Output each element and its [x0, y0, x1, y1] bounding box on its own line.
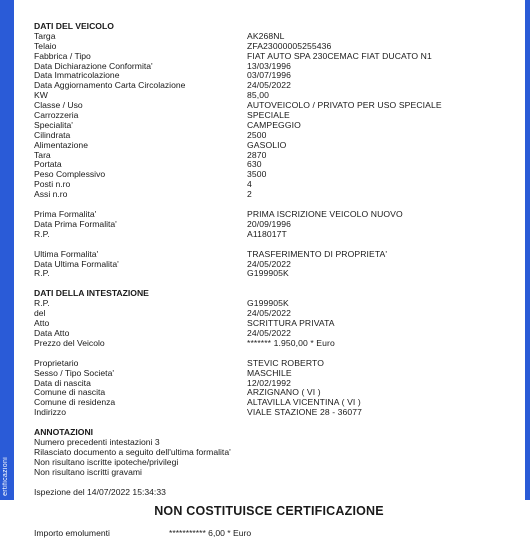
vehicle-rows — [34, 32, 504, 200]
field-value: TRASFERIMENTO DI PROPRIETA' — [247, 248, 388, 259]
field-label: Data di nascita — [34, 377, 91, 388]
field-label: Peso Complessivo — [34, 169, 106, 180]
first-formality-row — [34, 230, 504, 240]
inspection-date: Ispezione del 14/07/2022 15:34:33 — [34, 486, 166, 497]
field-label: Data Prima Formalita' — [34, 218, 117, 229]
note-line: Non risultano iscritte ipoteche/privilegi — [34, 456, 179, 467]
field-value: MASCHILE — [247, 367, 292, 378]
field-label: Posti n.ro — [34, 179, 71, 190]
field-label: Assi n.ro — [34, 189, 68, 200]
field-value: 85,00 — [247, 90, 270, 101]
registration-section-title: DATI DELLA INTESTAZIONE — [34, 288, 149, 299]
field-value: 20/09/1996 — [247, 218, 292, 229]
field-label: Targa — [34, 30, 56, 41]
field-value: 03/07/1996 — [247, 70, 292, 81]
vehicle-field-row — [34, 81, 504, 91]
fee-value: *********** 6,00 * Euro — [169, 528, 252, 539]
vehicle-field-row — [34, 170, 504, 180]
field-value: 12/02/1992 — [247, 377, 292, 388]
vehicle-record-document — [34, 22, 504, 539]
vehicle-field-row — [34, 151, 504, 161]
field-label: Sesso / Tipo Societa' — [34, 367, 114, 378]
field-label: Carrozzeria — [34, 110, 79, 121]
vehicle-field-row — [34, 190, 504, 200]
field-label: Data Aggiornamento Carta Circolazione — [34, 80, 186, 91]
field-value: ZFA23000005255436 — [247, 40, 332, 51]
field-value: FIAT AUTO SPA 230CEMAC FIAT DUCATO N1 — [247, 50, 432, 61]
owner-rows — [34, 359, 504, 418]
field-value: A118017T — [247, 228, 287, 239]
note-line: Non risultano iscritti gravami — [34, 466, 142, 477]
field-label: R.P. — [34, 228, 50, 239]
field-value: 2 — [247, 189, 252, 200]
field-value: 13/03/1996 — [247, 60, 292, 71]
field-value: 630 — [247, 159, 262, 170]
last-formality-row — [34, 269, 504, 279]
field-label: Data Immatricolazione — [34, 70, 120, 81]
notes-section-title: ANNOTAZIONI — [34, 427, 94, 438]
field-label: Fabbrica / Tipo — [34, 50, 91, 61]
field-label: Comune di nascita — [34, 387, 106, 398]
field-label: Prima Formalita' — [34, 209, 97, 220]
field-value: G199905K — [247, 268, 289, 279]
field-label: Cilindrata — [34, 129, 71, 140]
field-value: ARZIGNANO ( VI ) — [247, 387, 321, 398]
field-value: AUTOVEICOLO / PRIVATO PER USO SPECIALE — [247, 100, 442, 111]
field-value: GASOLIO — [247, 139, 287, 150]
field-value: 24/05/2022 — [247, 308, 292, 319]
note-line: Numero precedenti intestazioni 3 — [34, 436, 160, 447]
field-value: STEVIC ROBERTO — [247, 357, 325, 368]
field-label: Tara — [34, 149, 51, 160]
field-value: G199905K — [247, 298, 289, 309]
registration-row — [34, 339, 504, 349]
field-value: 24/05/2022 — [247, 258, 292, 269]
right-margin-bar — [525, 0, 530, 500]
field-label: Alimentazione — [34, 139, 88, 150]
field-label: Data Dichiarazione Conformita' — [34, 60, 153, 71]
vehicle-section-title: DATI DEL VEICOLO — [34, 21, 114, 31]
field-label: del — [34, 308, 46, 319]
field-label: Proprietario — [34, 357, 79, 368]
vehicle-field-row — [34, 141, 504, 151]
owner-row — [34, 408, 504, 418]
field-value: 4 — [247, 179, 252, 190]
field-label: R.P. — [34, 268, 50, 279]
last-formality-rows — [34, 250, 504, 280]
field-label: Data Ultima Formalita' — [34, 258, 119, 269]
fee-label: Importo emolumenti — [34, 528, 110, 539]
left-margin-bar — [0, 0, 14, 500]
field-value: VIALE STAZIONE 28 - 36077 — [247, 407, 363, 418]
field-label: R.P. — [34, 298, 50, 309]
vehicle-field-row — [34, 121, 504, 131]
fee-row — [34, 529, 504, 539]
field-value: 3500 — [247, 169, 267, 180]
field-value: 24/05/2022 — [247, 80, 292, 91]
field-label: Data Atto — [34, 327, 70, 338]
field-label: Classe / Uso — [34, 100, 83, 111]
field-value: SPECIALE — [247, 110, 290, 121]
field-value: 2500 — [247, 129, 267, 140]
notes-lines — [34, 438, 504, 478]
vehicle-field-row — [34, 180, 504, 190]
field-label: Comune di residenza — [34, 397, 116, 408]
side-label: ertificazioni — [2, 457, 9, 496]
field-label: KW — [34, 90, 48, 101]
field-label: Atto — [34, 318, 50, 329]
field-value: AK268NL — [247, 30, 285, 41]
field-value: ******* 1.950,00 * Euro — [247, 337, 335, 348]
field-label: Ultima Formalita' — [34, 248, 99, 259]
field-label: Specialita' — [34, 119, 73, 130]
field-label: Prezzo del Veicolo — [34, 337, 105, 348]
field-value: 24/05/2022 — [247, 327, 292, 338]
field-label: Telaio — [34, 40, 57, 51]
registration-rows — [34, 299, 504, 348]
note-line: Rilasciato documento a seguito dell'ultima formalita' — [34, 446, 231, 457]
no-certification-notice: NON COSTITUISCE CERTIFICAZIONE — [154, 504, 384, 519]
field-label: Indirizzo — [34, 407, 66, 418]
first-formality-rows — [34, 210, 504, 240]
field-value: 2870 — [247, 149, 267, 160]
field-value: CAMPEGGIO — [247, 119, 301, 130]
field-label: Portata — [34, 159, 62, 170]
field-value: SCRITTURA PRIVATA — [247, 318, 335, 329]
field-value: PRIMA ISCRIZIONE VEICOLO NUOVO — [247, 209, 403, 220]
field-value: ALTAVILLA VICENTINA ( VI ) — [247, 397, 361, 408]
